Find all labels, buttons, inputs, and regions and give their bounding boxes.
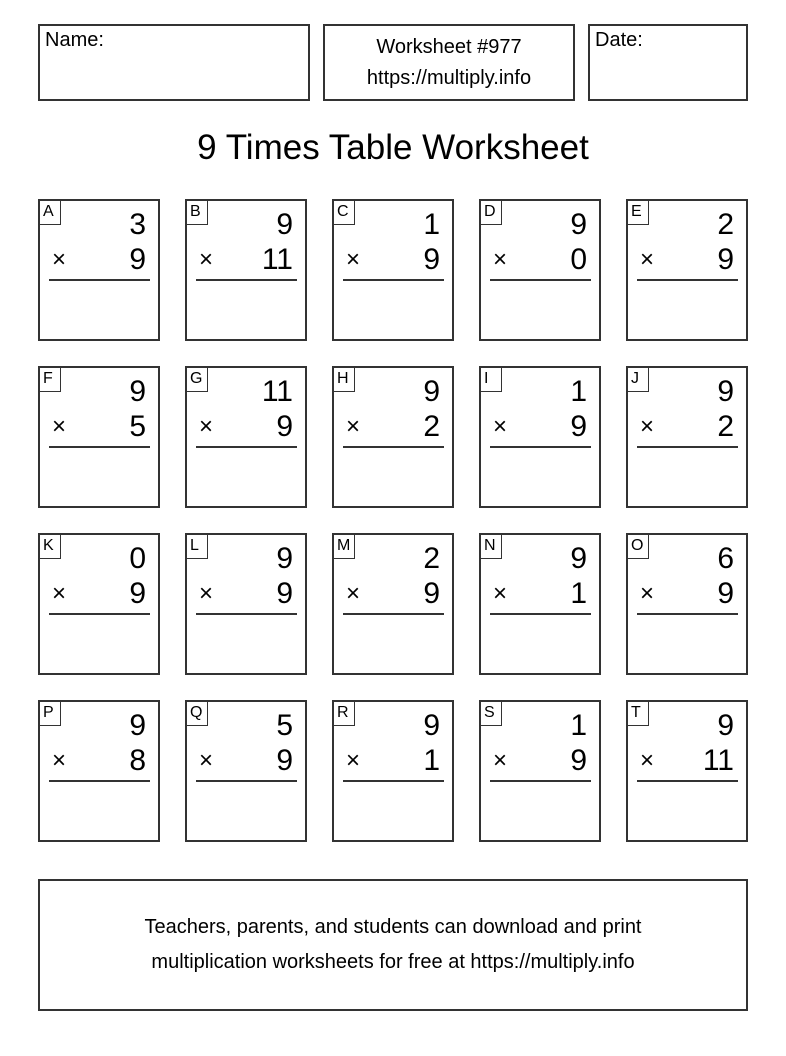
problem-top-number: 6: [717, 542, 734, 575]
times-sign: ×: [346, 747, 361, 774]
answer-line: [343, 446, 444, 448]
times-sign: ×: [640, 413, 655, 440]
worksheet-url: https://multiply.info: [366, 66, 532, 89]
problem-letter: H: [334, 368, 355, 392]
problem-top-number: 0: [129, 542, 146, 575]
problem-card[interactable]: [38, 533, 160, 675]
answer-line: [49, 780, 150, 782]
times-sign: ×: [346, 413, 361, 440]
problem-top-number: 1: [423, 208, 440, 241]
answer-line: [343, 780, 444, 782]
problem-bottom-number: 1: [423, 744, 440, 777]
problem-card[interactable]: [332, 199, 454, 341]
problem-letter: G: [187, 368, 208, 392]
problem-card[interactable]: [479, 700, 601, 842]
problem-top-number: 2: [423, 542, 440, 575]
problem-letter: Q: [187, 702, 208, 726]
times-sign: ×: [493, 246, 508, 273]
footer-line-2: multiplication worksheets for free at https://multiply.info: [151, 951, 635, 973]
problem-top-number: 9: [570, 208, 587, 241]
problem-card[interactable]: [185, 199, 307, 341]
problem-card[interactable]: [626, 533, 748, 675]
problem-card[interactable]: [626, 700, 748, 842]
problem-bottom-number: 9: [129, 243, 146, 276]
problem-top-number: 5: [276, 709, 293, 742]
answer-line: [343, 279, 444, 281]
problem-letter: T: [628, 702, 649, 726]
problem-letter: I: [481, 368, 502, 392]
problem-top-number: 9: [276, 208, 293, 241]
problem-card[interactable]: [479, 533, 601, 675]
answer-line: [490, 780, 591, 782]
problem-top-number: 9: [276, 542, 293, 575]
problem-card[interactable]: [185, 533, 307, 675]
problem-bottom-number: 9: [276, 744, 293, 777]
problem-letter: D: [481, 201, 502, 225]
problem-letter: M: [334, 535, 355, 559]
problem-card[interactable]: [332, 533, 454, 675]
problem-top-number: 9: [717, 709, 734, 742]
problem-bottom-number: 9: [423, 577, 440, 610]
times-sign: ×: [493, 747, 508, 774]
footer-note: [38, 879, 748, 1011]
problem-card[interactable]: [38, 199, 160, 341]
problem-top-number: 1: [570, 709, 587, 742]
problem-bottom-number: 9: [276, 410, 293, 443]
problem-bottom-number: 9: [717, 577, 734, 610]
problem-card[interactable]: [479, 366, 601, 508]
problem-top-number: 3: [129, 208, 146, 241]
times-sign: ×: [199, 246, 214, 273]
problem-bottom-number: 9: [717, 243, 734, 276]
problem-bottom-number: 11: [261, 243, 293, 276]
problem-top-number: 9: [423, 709, 440, 742]
answer-line: [490, 446, 591, 448]
answer-line: [196, 279, 297, 281]
answer-line: [637, 780, 738, 782]
times-sign: ×: [640, 580, 655, 607]
problem-letter: J: [628, 368, 649, 392]
problem-letter: C: [334, 201, 355, 225]
problem-letter: F: [40, 368, 61, 392]
problem-top-number: 9: [570, 542, 587, 575]
answer-line: [196, 780, 297, 782]
problem-bottom-number: 5: [129, 410, 146, 443]
problem-bottom-number: 9: [423, 243, 440, 276]
problem-top-number: 9: [129, 375, 146, 408]
problem-card[interactable]: [332, 366, 454, 508]
answer-line: [343, 613, 444, 615]
problem-letter: N: [481, 535, 502, 559]
date-label: Date:: [595, 29, 643, 51]
problem-bottom-number: 9: [129, 577, 146, 610]
problem-letter: E: [628, 201, 649, 225]
problem-bottom-number: 9: [570, 744, 587, 777]
problem-top-number: 2: [717, 208, 734, 241]
page-title: 9 Times Table Worksheet: [197, 128, 589, 167]
answer-line: [49, 446, 150, 448]
problem-top-number: 11: [261, 375, 293, 408]
times-sign: ×: [52, 413, 67, 440]
problem-top-number: 9: [423, 375, 440, 408]
answer-line: [637, 446, 738, 448]
problem-top-number: 9: [717, 375, 734, 408]
problem-card[interactable]: [38, 366, 160, 508]
problem-letter: L: [187, 535, 208, 559]
problem-bottom-number: 1: [570, 577, 587, 610]
answer-line: [637, 613, 738, 615]
problem-card[interactable]: [332, 700, 454, 842]
problem-bottom-number: 9: [570, 410, 587, 443]
times-sign: ×: [640, 246, 655, 273]
answer-line: [637, 279, 738, 281]
problem-card[interactable]: [38, 700, 160, 842]
problem-bottom-number: 11: [702, 744, 734, 777]
answer-line: [490, 279, 591, 281]
times-sign: ×: [52, 747, 67, 774]
answer-line: [196, 446, 297, 448]
worksheet-number: Worksheet #977: [376, 35, 522, 58]
problem-bottom-number: 9: [276, 577, 293, 610]
times-sign: ×: [52, 580, 67, 607]
problem-card[interactable]: [479, 199, 601, 341]
times-sign: ×: [493, 413, 508, 440]
times-sign: ×: [199, 747, 214, 774]
footer-line-1: Teachers, parents, and students can download and print: [144, 916, 642, 938]
times-sign: ×: [199, 580, 214, 607]
problem-bottom-number: 0: [570, 243, 587, 276]
problem-bottom-number: 2: [423, 410, 440, 443]
problem-letter: S: [481, 702, 502, 726]
problem-card[interactable]: [185, 700, 307, 842]
answer-line: [49, 279, 150, 281]
times-sign: ×: [346, 580, 361, 607]
problem-bottom-number: 8: [129, 744, 146, 777]
problem-letter: O: [628, 535, 649, 559]
answer-line: [49, 613, 150, 615]
problem-card[interactable]: [626, 199, 748, 341]
problem-bottom-number: 2: [717, 410, 734, 443]
problem-letter: R: [334, 702, 355, 726]
times-sign: ×: [199, 413, 214, 440]
times-sign: ×: [640, 747, 655, 774]
answer-line: [490, 613, 591, 615]
problem-top-number: 9: [129, 709, 146, 742]
problem-letter: P: [40, 702, 61, 726]
problem-letter: K: [40, 535, 61, 559]
problem-top-number: 1: [570, 375, 587, 408]
problem-card[interactable]: [626, 366, 748, 508]
problem-letter: A: [40, 201, 61, 225]
problem-card[interactable]: [185, 366, 307, 508]
times-sign: ×: [346, 246, 361, 273]
problem-letter: B: [187, 201, 208, 225]
answer-line: [196, 613, 297, 615]
name-label: Name:: [45, 29, 104, 51]
times-sign: ×: [493, 580, 508, 607]
times-sign: ×: [52, 246, 67, 273]
